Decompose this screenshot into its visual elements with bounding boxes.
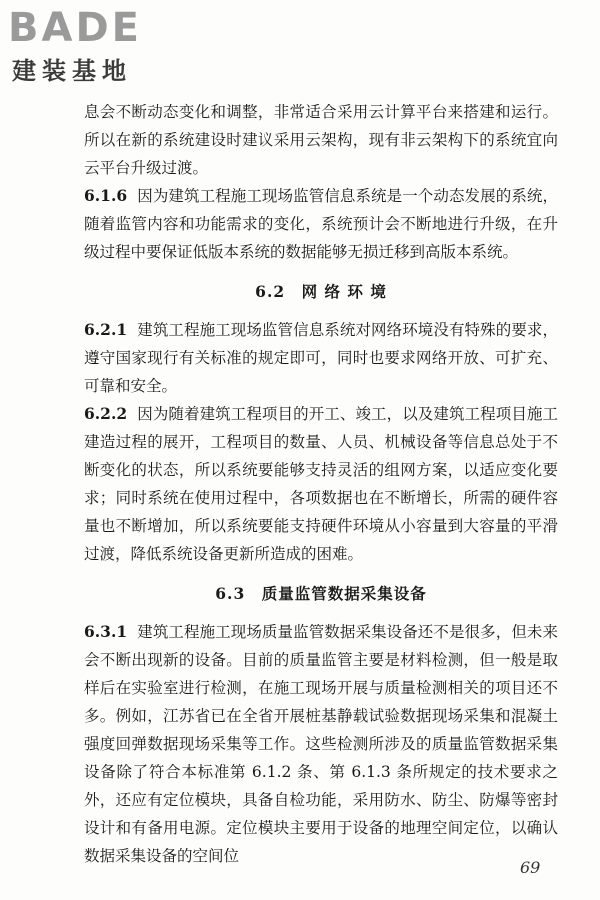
clause-text: 建筑工程施工现场监管信息系统对网络环境没有特殊的要求，遵守国家现行有关标准的规定即可，同时也要求网络开放、可扩充、可靠和安全。 [84,321,558,395]
section-heading-6-2: 6.2 网 络 环 境 [255,282,387,301]
logo [8,4,208,94]
logo-brand: BADE [8,5,142,51]
clause-text: 因为随着建筑工程项目的开工、竣工，以及建筑工程项目施工建造过程的展开，工程项目的数量、人员、机械设备等信息总处于不断变化的状态，所以系统要能够支持灵活的组网方案，以适应变化要求；同时系统在使用过程中，各项数据也在不断增长，所需的硬件容量也不断增加，所以系统要能支持硬件环境从小容量到大容量的平滑过渡，降低系统设备更新所造成的困难。 [84,405,558,563]
clause-6-1-6 [84,182,558,266]
paragraph-continuation [84,98,558,182]
clause-text: 建筑工程施工现场质量监管数据采集设备还不是很多，但未来会不断出现新的设备。目前的质量监管主要是材料检测，但一般是取样后在实验室进行检测，在施工现场开展与质量检测相关的项目还不多。例如，江苏省已在全省开展桩基静载试验数据现场采集和混凝土强度回弹数据现场采集等工作。这些检测所涉及的质量监管数据采集设备除了符合本标准第 6.1.2 条、第 6.1.3 条所规定的技术要求之外，还应有定位模块，具备自检功能，采用防水、防尘、防爆等密封设计和有备用电源。定位模块主要用于设备的地理空间定位，以确认数据采集设备的空间位 [84,623,558,865]
paragraph-text: 息会不断动态变化和调整，非常适合采用云计算平台来搭建和运行。所以在新的系统建设时建议采用云架构，现有非云架构下的系统宜向云平台升级过渡。 [84,103,558,177]
clause-number: 6.1.6 [84,186,128,205]
clause-6-3-1 [84,618,558,870]
clause-number: 6.3.1 [84,622,128,641]
clause-6-2-1 [84,316,558,400]
logo-subtitle: 建装基地 [12,57,132,85]
section-heading-6-3: 6.3 质量监管数据采集设备 [215,584,427,603]
clause-6-2-2 [84,400,558,568]
clause-number: 6.2.1 [84,320,128,339]
clause-number: 6.2.2 [84,404,128,423]
page-number: 69 [520,858,541,877]
clause-text: 因为建筑工程施工现场监管信息系统是一个动态发展的系统，随着监管内容和功能需求的变化，系统预计会不断地进行升级，在升级过程中要保证低版本系统的数据能够无损迁移到高版本系统。 [84,187,558,261]
document-body [84,98,558,870]
